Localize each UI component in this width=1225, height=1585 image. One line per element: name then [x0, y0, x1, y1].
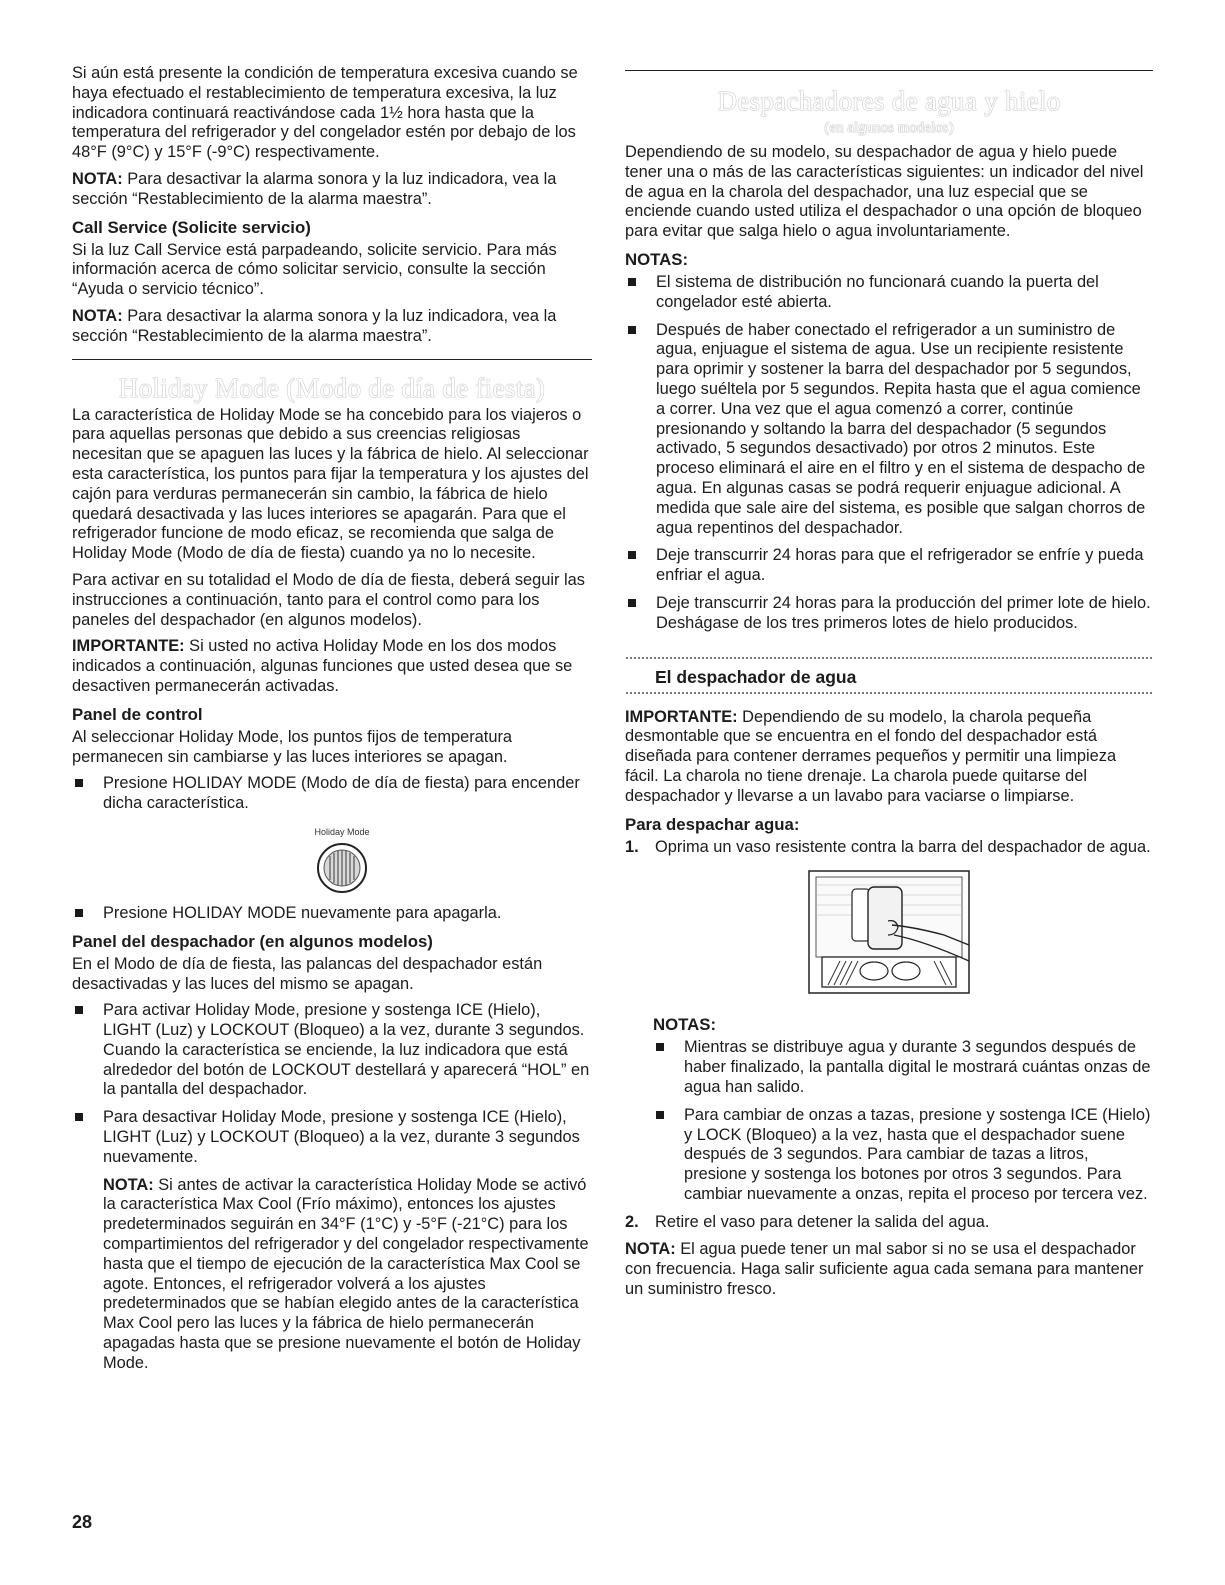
important-note: [625, 708, 1153, 807]
bullet-icon: [628, 326, 636, 334]
bullet-list: [72, 1001, 592, 1167]
steps-list: [625, 1213, 1153, 1233]
list-item: [625, 594, 1153, 634]
note-label: NOTA:: [72, 306, 123, 325]
important-note: [72, 637, 592, 696]
glass-dispenser-icon: [794, 865, 984, 1000]
dispense-water-heading: Para despachar agua:: [625, 814, 800, 834]
bullet-icon: [628, 599, 636, 607]
section-title-dispensers: Despachadores de agua y hielo: [717, 86, 1061, 116]
bullet-list: [72, 774, 592, 814]
paragraph: Dependiendo de su modelo, su despachador de agua y hielo puede tener una o más de las características siguientes: un indicador del nivel de agua en la charola del despachador, una luz especial que se enciende cuando usted utiliza el despachador o una opción de bloqueo para evitar que salga hielo o agua involuntariamente.: [625, 143, 1144, 241]
note: [72, 170, 592, 210]
important-label: IMPORTANTE:: [72, 637, 185, 656]
note: [72, 307, 592, 347]
bullet-icon: [656, 1043, 664, 1051]
note-text: Para desactivar la alarma sonora y la luz indicadora, vea la sección “Restablecimiento de la alarma maestra”.: [72, 306, 557, 345]
notes-list: [653, 1038, 1153, 1204]
bullet-icon: [75, 1006, 83, 1014]
left-column: [72, 64, 592, 1381]
list-item-text: Deje transcurrir 24 horas para que el refrigerador se enfríe y pueda enfriar el agua.: [656, 546, 1144, 585]
list-item-text: Para activar Holiday Mode, presione y sostenga ICE (Hielo), LIGHT (Luz) y LOCKOUT (Bloqueo) a la vez, durante 3 segundos. Cuando la característica se enciende, la luz indicadora que está alrededor del botón de LOCKOUT destellará y aparecerá “HOL” en la pantalla del despachador.: [103, 1001, 590, 1099]
list-item-text: El sistema de distribución no funcionará cuando la puerta del congelador esté abierta.: [656, 272, 1099, 311]
water-dispenser-illustration: [625, 865, 1153, 1005]
list-item-text: Deje transcurrir 24 horas para la producción del primer lote de hielo. Deshágase de los tres primeros lotes de hielo producidos.: [656, 593, 1151, 632]
panel-control-heading: Panel de control: [72, 704, 203, 724]
step-number: 1.: [625, 837, 639, 856]
page-number: 28: [72, 1512, 93, 1532]
important-text: Si usted no activa Holiday Mode en los dos modos indicados a continuación, algunas funciones que usted desea que se desactiven permanecerán activadas.: [72, 637, 573, 695]
panel-despachador-heading: Panel del despachador (en algunos modelos): [72, 931, 433, 951]
call-service-heading: Call Service (Solicite servicio): [72, 217, 311, 237]
paragraph: La característica de Holiday Mode se ha concebido para los viajeros o para aquellas personas que debido a sus creencias religiosas necesitan que se apaguen las luces y la fábrica de hielo. Al seleccionar esta característica, los puntos para fijar la temperatura y los ajustes del cajón para verduras permanecerán sin cambio, la fábrica de hielo quedará desactivada y las luces interiores se apagarán. Para que el refrigerador funcione de modo eficaz, se recomienda que salga de Holiday Mode (Modo de día de fiesta) cuando ya no lo necesite.: [72, 405, 589, 563]
bullet-icon: [75, 779, 83, 787]
note-label: NOTA:: [72, 169, 123, 188]
dispensing-notes: [625, 1015, 1153, 1204]
water-dispenser-heading: El despachador de agua: [655, 666, 857, 687]
paragraph: Al seleccionar Holiday Mode, los puntos fijos de temperatura permanecen sin cambiarse y las luces interiores se apagan.: [72, 727, 513, 766]
list-item: [653, 1038, 1153, 1097]
note-label: NOTA:: [103, 1175, 154, 1194]
list-item: [625, 546, 1153, 586]
section-divider: [625, 70, 1153, 71]
list-item: [72, 1001, 592, 1100]
holiday-mode-button-icon: [316, 842, 368, 894]
list-item: [653, 1106, 1153, 1205]
step-item: [625, 1213, 1153, 1233]
bullet-icon: [75, 909, 83, 917]
right-column: [625, 70, 1153, 1307]
paragraph: Para activar en su totalidad el Modo de día de fiesta, deberá seguir las instrucciones a continuación, tanto para el control como para los paneles del despachador (en algunos modelos).: [72, 570, 585, 629]
list-item: [625, 321, 1153, 539]
list-item-text: Presione HOLIDAY MODE (Modo de día de fiesta) para encender dicha característica.: [103, 774, 580, 813]
note: [625, 1240, 1153, 1299]
list-item-text: Para desactivar Holiday Mode, presione y sostenga ICE (Hielo), LIGHT (Luz) y LOCKOUT (Bloqueo) a la vez, durante 3 segundos nuevamente.: [103, 1108, 580, 1166]
section-divider: [72, 359, 592, 360]
dotted-divider: [625, 656, 1153, 661]
list-item: [625, 273, 1153, 313]
list-item-text: Presione HOLIDAY MODE nuevamente para apagarla.: [103, 903, 502, 922]
section-subtitle: (en algunos modelos): [824, 120, 954, 136]
note: [72, 1176, 592, 1374]
list-item: [72, 1108, 592, 1167]
paragraph: Si la luz Call Service está parpadeando, solicite servicio. Para más información acerca de cómo solicitar servicio, consulte la sección “Ayuda o servicio técnico”.: [72, 240, 557, 299]
list-item-text: Después de haber conectado el refrigerador a un suministro de agua, enjuague el sistema de agua. Use un recipiente resistente para oprimir y sostener la barra del despachador por 5 segundos, luego suéltela por 5 segundos. Repita hasta que el agua comience a correr. Una vez que el agua comenzó a correr, continúe presionando y soltando la barra del despachador (5 segundos activado, 5 segundos desactivado) por otros 2 minutos. Este proceso eliminará el aire en el filtro y en el sistema de despacho de agua. En algunas casas se podrá requerir enjuague adicional. A medida que sale aire del sistema, es posible que salgan chorros de agua repentinos del despachador.: [656, 320, 1146, 537]
bullet-icon: [656, 1111, 664, 1119]
step-number: 2.: [625, 1212, 639, 1231]
paragraph: Si aún está presente la condición de temperatura excesiva cuando se haya efectuado el restablecimiento de temperatura excesiva, la luz indicadora continuará reactivándose cada 1½ hora hasta que la temperatura del refrigerador y del congelador estén por debajo de los 48°F (9°C) y 15°F (-9°C) respectivamente.: [72, 64, 578, 162]
note-label: NOTA:: [625, 1240, 676, 1259]
bullet-icon: [628, 551, 636, 559]
notes-heading: NOTAS:: [625, 249, 689, 269]
paragraph: En el Modo de día de fiesta, las palancas del despachador están desactivadas y las luces del mismo se apagan.: [72, 954, 543, 993]
steps-list: [625, 838, 1153, 858]
note-text: Para desactivar la alarma sonora y la luz indicadora, vea la sección “Restablecimiento de la alarma maestra”.: [72, 169, 557, 208]
dotted-divider: [625, 691, 1153, 696]
bullet-icon: [628, 278, 636, 286]
notes-heading: NOTAS:: [653, 1015, 717, 1035]
step-text: Retire el vaso para detener la salida del agua.: [655, 1212, 990, 1231]
holiday-mode-button-caption: Holiday Mode: [314, 826, 370, 837]
list-item: [72, 904, 592, 924]
note-text: El agua puede tener un mal sabor si no se usa el despachador con frecuencia. Haga salir suficiente agua cada semana para mantener un suministro fresco.: [625, 1240, 1144, 1299]
holiday-mode-button-figure: [72, 826, 592, 894]
note-text: Si antes de activar la característica Holiday Mode se activó la característica Max Cool (Frío máximo), entonces los ajustes predeterminados seguirán en 34°F (1°C) y -5°F (-21°C) para los compartimientos del refrigerador y del congelador respectivamente hasta que el tiempo de ejecución de la característica Max Cool se agote. Entonces, el refrigerador volverá a los ajustes predeterminados que se habían elegido antes de la característica Max Cool pero las luces y la fábrica de hielo permanecerán apagadas hasta que se presione nuevamente el botón de Holiday Mode.: [103, 1175, 589, 1372]
important-text: Dependiendo de su modelo, la charola pequeña desmontable que se encuentra en el fondo del despachador está diseñada para contener derrames pequeños y permitir una limpieza fácil. La charola no tiene drenaje. La charola puede quitarse del despachador y llevarse a un lavabo para vaciarse o limpiarse.: [625, 707, 1117, 805]
important-label: IMPORTANTE:: [625, 707, 738, 726]
list-item: [72, 774, 592, 814]
list-item-text: Mientras se distribuye agua y durante 3 segundos después de haber finalizado, la pantalla digital le mostrará cuántas onzas de agua han salido.: [684, 1038, 1151, 1096]
bullet-list: [72, 904, 592, 924]
step-item: [625, 838, 1153, 858]
notes-list: [625, 273, 1153, 634]
step-text: Oprima un vaso resistente contra la barra del despachador de agua.: [655, 837, 1151, 856]
list-item-text: Para cambiar de onzas a tazas, presione y sostenga ICE (Hielo) y LOCK (Bloqueo) a la vez, hasta que el despachador suene después de 3 segundos. Para cambiar de tazas a litros, presione y sostenga los botones por otros 3 segundos. Para cambiar nuevamente a onzas, repita el proceso por tercera vez.: [684, 1105, 1151, 1203]
section-title-holiday-mode: Holiday Mode (Modo de día de fiesta): [118, 372, 546, 403]
bullet-icon: [75, 1113, 83, 1121]
